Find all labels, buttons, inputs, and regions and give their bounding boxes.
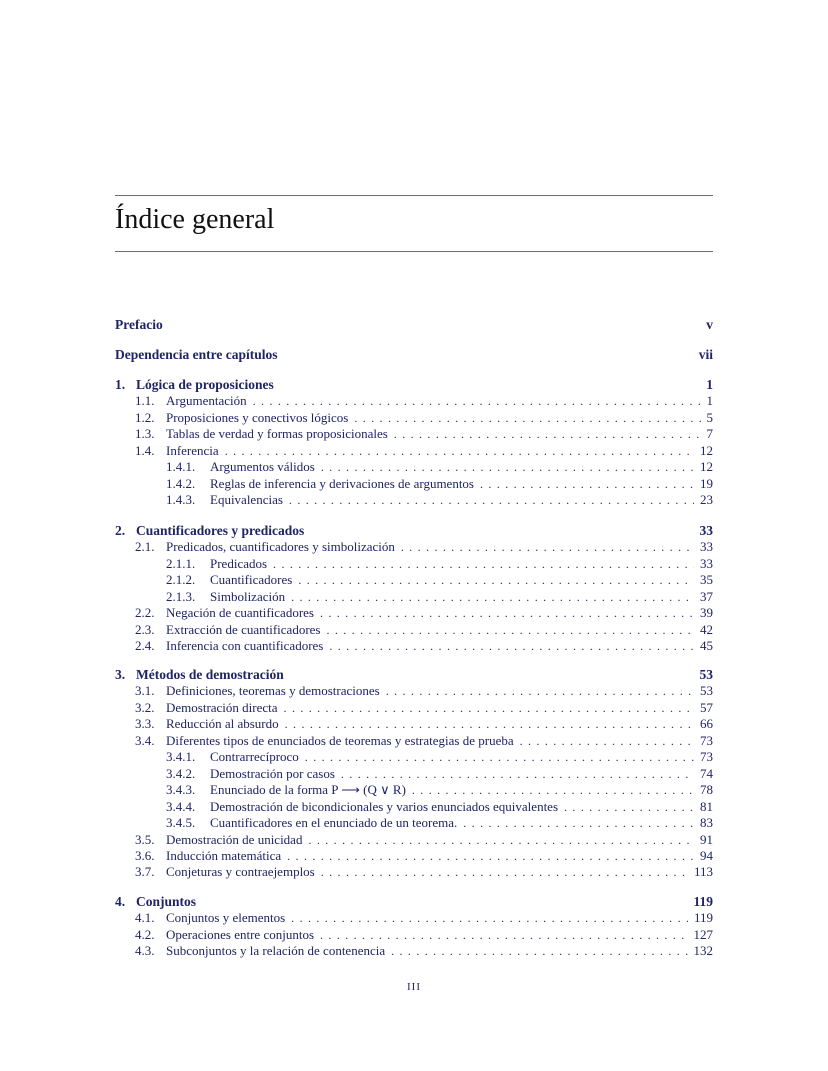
toc-entry-row[interactable] bbox=[135, 683, 713, 699]
leader-dots bbox=[287, 848, 694, 864]
toc-entry-row[interactable] bbox=[135, 733, 713, 749]
toc-entry-page: 1 bbox=[706, 393, 713, 408]
toc-entry-label: Demostración directa bbox=[166, 700, 278, 715]
leader-dots bbox=[320, 605, 694, 621]
toc-entry-row[interactable] bbox=[135, 864, 713, 880]
toc-entry-page: 66 bbox=[700, 716, 713, 731]
toc-entry-label: Demostración por casos bbox=[210, 766, 335, 781]
toc-entry-row[interactable] bbox=[135, 443, 713, 459]
toc-entry-number: 3.4.2. bbox=[166, 766, 196, 781]
toc-entry-page: 73 bbox=[700, 733, 713, 748]
toc-entry-page: 19 bbox=[700, 476, 713, 491]
toc-entry-row[interactable] bbox=[135, 622, 713, 638]
toc-entry-number: 2.1.2. bbox=[166, 572, 196, 587]
leader-dots bbox=[564, 799, 694, 815]
toc-chapter-row[interactable] bbox=[115, 667, 713, 683]
toc-entry-page: 33 bbox=[700, 539, 713, 554]
toc-entry-row[interactable] bbox=[135, 539, 713, 555]
toc-entry-page: 39 bbox=[700, 605, 713, 620]
toc-entry-number: 3.2. bbox=[135, 700, 155, 715]
toc-entry-label: Conjeturas y contraejemplos bbox=[166, 864, 315, 879]
toc-entry-label: Negación de cuantificadores bbox=[166, 605, 314, 620]
toc-entry-row[interactable] bbox=[166, 799, 713, 815]
toc-entry-page: 12 bbox=[700, 459, 713, 474]
toc-entry-number: 4.1. bbox=[135, 910, 155, 925]
toc-entry-number: 1.4.2. bbox=[166, 476, 196, 491]
leader-dots bbox=[320, 927, 687, 943]
toc-entry-page: 53 bbox=[699, 667, 713, 682]
toc-entry-label: Cuantificadores en el enunciado de un teorema. bbox=[210, 815, 458, 830]
toc-entry-row[interactable] bbox=[135, 716, 713, 732]
toc-entry-page: 73 bbox=[700, 749, 713, 764]
toc-entry-number: 3.4. bbox=[135, 733, 155, 748]
leader-dots bbox=[463, 815, 694, 831]
toc-entry-page: 83 bbox=[700, 815, 713, 830]
toc-entry-label: Inferencia bbox=[166, 443, 219, 458]
leader-dots bbox=[321, 459, 694, 475]
toc-entry-row[interactable] bbox=[135, 393, 713, 409]
toc-entry-number: 2.3. bbox=[135, 622, 155, 637]
toc-chapter-row[interactable] bbox=[115, 894, 713, 910]
toc-entry-page: 35 bbox=[700, 572, 713, 587]
toc-entry-number: 2.4. bbox=[135, 638, 155, 653]
toc-entry-page: 45 bbox=[700, 638, 713, 653]
toc-entry-number: 1.4. bbox=[135, 443, 155, 458]
toc-entry-label: Lógica de proposiciones bbox=[136, 377, 274, 392]
leader-dots bbox=[284, 700, 694, 716]
toc-entry-row[interactable] bbox=[135, 426, 713, 442]
toc-entry-number: 3. bbox=[115, 667, 126, 682]
toc-entry-label: Inferencia con cuantificadores bbox=[166, 638, 324, 653]
toc-entry-number: 3.1. bbox=[135, 683, 155, 698]
toc-entry-number: 3.5. bbox=[135, 832, 155, 847]
toc-entry-label: Argumentos válidos bbox=[210, 459, 315, 474]
toc-entry-label: Operaciones entre conjuntos bbox=[166, 927, 315, 942]
toc-entry-number: 1.4.3. bbox=[166, 492, 196, 507]
toc-entry-row[interactable] bbox=[166, 556, 713, 572]
toc-entry-label: Demostración de unicidad bbox=[166, 832, 303, 847]
toc-entry-page: 57 bbox=[700, 700, 713, 715]
toc-chapter-row[interactable] bbox=[115, 317, 713, 333]
toc-entry-label: Contrarrecíproco bbox=[210, 749, 299, 764]
toc-entry-page: 12 bbox=[700, 443, 713, 458]
top-rule bbox=[115, 195, 713, 196]
toc-entry-row[interactable] bbox=[166, 766, 713, 782]
leader-dots bbox=[326, 622, 694, 638]
toc-entry-page: 78 bbox=[700, 782, 713, 797]
toc-entry-label: Proposiciones y conectivos lógicos bbox=[166, 410, 349, 425]
toc-entry-label: Argumentación bbox=[166, 393, 247, 408]
toc-entry-label: Cuantificadores bbox=[210, 572, 293, 587]
toc-entry-page: 42 bbox=[700, 622, 713, 637]
page-title: Índice general bbox=[115, 204, 275, 235]
toc-entry-label: Predicados, cuantificadores y simbolización bbox=[166, 539, 395, 554]
leader-dots bbox=[298, 572, 694, 588]
toc-entry-page: 74 bbox=[700, 766, 713, 781]
leader-dots bbox=[253, 393, 701, 409]
toc-entry-label: Definiciones, teoremas y demostraciones bbox=[166, 683, 380, 698]
toc-entry-label: Reglas de inferencia y derivaciones de argumentos bbox=[210, 476, 474, 491]
leader-dots bbox=[225, 443, 694, 459]
toc-entry-row[interactable] bbox=[135, 943, 713, 959]
toc-entry-label: Subconjuntos y la relación de contenencia bbox=[166, 943, 386, 958]
toc-entry-number: 2.1.3. bbox=[166, 589, 196, 604]
toc-entry-row[interactable] bbox=[135, 410, 713, 426]
toc-entry-row[interactable] bbox=[166, 815, 713, 831]
toc-entry-page: 37 bbox=[700, 589, 713, 604]
toc-entry-label: Enunciado de la forma P ⟶ (Q ∨ R) bbox=[210, 782, 406, 797]
toc-entry-page: 119 bbox=[693, 910, 713, 925]
toc-entry-number: 2.1.1. bbox=[166, 556, 196, 571]
bottom-rule bbox=[115, 251, 713, 252]
toc-entry-number: 2.1. bbox=[135, 539, 155, 554]
toc-entry-number: 2.2. bbox=[135, 605, 155, 620]
leader-dots bbox=[289, 492, 694, 508]
toc-entry-row[interactable] bbox=[166, 572, 713, 588]
toc-entry-number: 3.3. bbox=[135, 716, 155, 731]
leader-dots bbox=[285, 716, 694, 732]
toc-entry-number: 4. bbox=[115, 894, 126, 909]
leader-dots bbox=[394, 426, 701, 442]
leader-dots bbox=[386, 683, 694, 699]
toc-entry-row[interactable] bbox=[135, 605, 713, 621]
toc-chapter-row[interactable] bbox=[115, 523, 713, 539]
toc-entry-number: 1. bbox=[115, 377, 126, 392]
toc-entry-number: 1.1. bbox=[135, 393, 155, 408]
leader-dots bbox=[305, 749, 694, 765]
toc-entry-label: Demostración de bicondicionales y varios enunciados equivalentes bbox=[210, 799, 559, 814]
leader-dots bbox=[520, 733, 694, 749]
leader-dots bbox=[412, 782, 694, 798]
toc-entry-row[interactable] bbox=[166, 492, 713, 508]
leader-dots bbox=[321, 864, 688, 880]
toc-entry-page: 113 bbox=[693, 864, 713, 879]
toc-entry-label: Simbolización bbox=[210, 589, 286, 604]
toc-entry-number: 3.4.3. bbox=[166, 782, 196, 797]
toc-entry-number: 4.2. bbox=[135, 927, 155, 942]
leader-dots bbox=[354, 410, 700, 426]
toc-entry-page: 81 bbox=[700, 799, 713, 814]
toc-entry-page: 7 bbox=[706, 426, 713, 441]
leader-dots bbox=[308, 832, 694, 848]
toc-entry-page: 33 bbox=[700, 556, 713, 571]
leader-dots bbox=[480, 476, 694, 492]
toc-entry-label: Métodos de demostración bbox=[136, 667, 284, 682]
toc-entry-page: 23 bbox=[700, 492, 713, 507]
toc-entry-number: 3.4.1. bbox=[166, 749, 196, 764]
toc-chapter-row[interactable] bbox=[115, 377, 713, 393]
toc-entry-page: 127 bbox=[693, 927, 713, 942]
toc-entry-label: Inducción matemática bbox=[166, 848, 282, 863]
toc-entry-page: 33 bbox=[699, 523, 713, 538]
toc-entry-page: 119 bbox=[693, 894, 713, 909]
toc-entry-row[interactable] bbox=[166, 782, 713, 798]
leader-dots bbox=[391, 943, 687, 959]
toc-entry-label: Dependencia entre capítulos bbox=[115, 347, 278, 362]
leader-dots bbox=[401, 539, 694, 555]
toc-entry-row[interactable] bbox=[135, 848, 713, 864]
toc-entry-number: 2. bbox=[115, 523, 126, 538]
toc-entry-row[interactable] bbox=[135, 638, 713, 654]
toc-entry-row[interactable] bbox=[135, 910, 713, 926]
toc-entry-label: Cuantificadores y predicados bbox=[136, 523, 305, 538]
toc-entry-label: Predicados bbox=[210, 556, 268, 571]
toc-entry-number: 3.6. bbox=[135, 848, 155, 863]
toc-entry-number: 3.4.5. bbox=[166, 815, 196, 830]
page-number: III bbox=[407, 981, 421, 993]
toc-entry-row[interactable] bbox=[135, 832, 713, 848]
toc-entry-page: 5 bbox=[706, 410, 713, 425]
toc-chapter-row[interactable] bbox=[115, 347, 713, 363]
toc-entry-label: Prefacio bbox=[115, 317, 163, 332]
toc-entry-number: 4.3. bbox=[135, 943, 155, 958]
leader-dots bbox=[341, 766, 694, 782]
toc-entry-page: 91 bbox=[700, 832, 713, 847]
toc-entry-label: Diferentes tipos de enunciados de teoremas y estrategias de prueba bbox=[166, 733, 514, 748]
toc-entry-page: vii bbox=[698, 347, 713, 362]
toc-entry-number: 1.2. bbox=[135, 410, 155, 425]
leader-dots bbox=[273, 556, 694, 572]
toc-entry-label: Extracción de cuantificadores bbox=[166, 622, 321, 637]
toc-entry-label: Tablas de verdad y formas proposicionales bbox=[166, 426, 388, 441]
leader-dots bbox=[291, 589, 694, 605]
toc-entry-label: Conjuntos y elementos bbox=[166, 910, 286, 925]
leader-dots bbox=[291, 910, 688, 926]
toc-entry-number: 1.3. bbox=[135, 426, 155, 441]
toc-entry-row[interactable] bbox=[166, 476, 713, 492]
toc-entry-number: 1.4.1. bbox=[166, 459, 196, 474]
toc-entry-row[interactable] bbox=[166, 589, 713, 605]
toc-entry-row[interactable] bbox=[166, 749, 713, 765]
toc-entry-label: Reducción al absurdo bbox=[166, 716, 279, 731]
toc-entry-number: 3.4.4. bbox=[166, 799, 196, 814]
toc-entry-label: Equivalencias bbox=[210, 492, 283, 507]
toc-entry-row[interactable] bbox=[166, 459, 713, 475]
toc-entry-page: 94 bbox=[700, 848, 713, 863]
toc-entry-number: 3.7. bbox=[135, 864, 155, 879]
toc-entry-page: 1 bbox=[706, 377, 713, 392]
toc-entry-page: 132 bbox=[693, 943, 713, 958]
toc-entry-page: 53 bbox=[700, 683, 713, 698]
toc-entry-row[interactable] bbox=[135, 700, 713, 716]
toc-entry-page: v bbox=[706, 317, 713, 332]
toc-entry-row[interactable] bbox=[135, 927, 713, 943]
toc-entry-label: Conjuntos bbox=[136, 894, 197, 909]
leader-dots bbox=[329, 638, 694, 654]
